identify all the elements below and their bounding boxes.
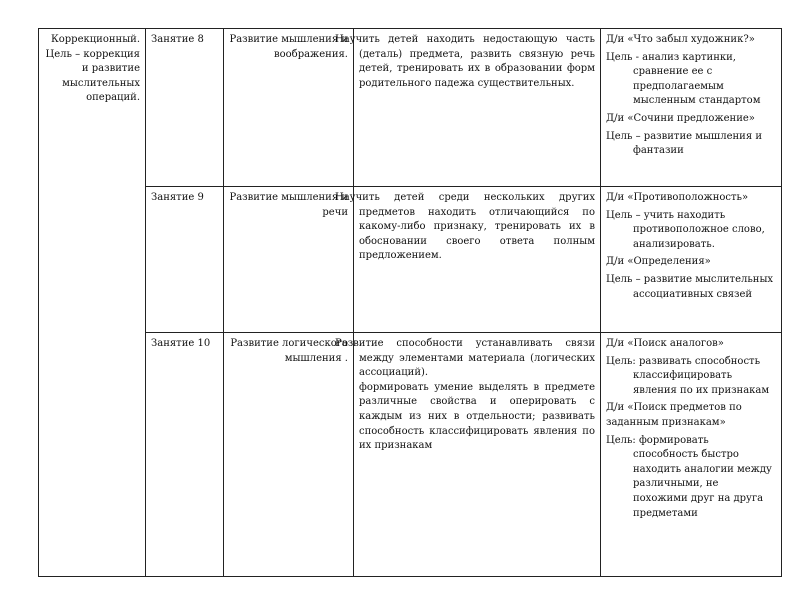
lesson-plan-table [38,28,782,577]
table-row [39,29,782,187]
aim-text: Научить детей среди нескольких других предметов находить отличающийся по какому-либо признаку, тренировать их в обосновании своего ответа полным предложением. [335,192,595,262]
game-goal: Цель – развитие мышления и фантазии [606,130,762,157]
games-cell [601,187,782,333]
lesson-label: Занятие 8 [151,34,204,45]
goal-cell [224,187,354,333]
aim-cell [335,187,601,333]
game-goal: Цель: формировать способность быстро находить аналогии между различными, не похожими друг на друга предметами [606,434,772,519]
goal-text: Развитие логического мышления . [230,338,348,364]
game-goal: Цель – учить находить противоположное слово, анализировать. [606,209,765,250]
stage-cell [39,29,146,577]
aim-text: формировать умение выделять в предмете различные свойства и оперировать с каждым из них в отдельности; развивать способность классифицировать явления по их признакам [359,381,595,452]
game-title: Д/и «Сочини предложение» [606,112,755,124]
lesson-label: Занятие 9 [151,192,204,203]
game-goal: Цель – развитие мыслительных ассоциативных связей [606,273,774,300]
goal-cell [224,29,354,187]
aim-cell [335,29,601,187]
goal-text: Развитие мышления и воображения. [229,34,348,60]
aim-text: Развитие способности устанавливать связи между элементами материала (логических ассоциаций). [335,338,595,379]
aim-cell [335,333,601,577]
lesson-label: Занятие 10 [151,338,211,349]
goal-text: Развитие мышления и речи [229,192,348,218]
table-row [39,187,782,333]
lesson-cell [146,29,224,187]
lesson-cell [146,333,224,577]
game-title: Д/и «Поиск аналогов» [606,338,724,349]
game-goal: Цель - анализ картинки, сравнение ее с предполагаемым мысленным стандартом [606,51,761,107]
table-row [39,333,782,577]
stage-text: Коррекционный. Цель – коррекция и развитие мыслительных операций. [45,34,140,104]
game-title: Д/и «Определения» [606,256,711,268]
game-title: Д/и «Противоположность» [606,192,749,203]
games-cell [601,333,782,577]
goal-cell [224,333,354,577]
game-goal: Цель: развивать способность классифицировать явления по их признакам [606,355,770,396]
game-title: Д/и «Поиск предметов по заданным признакам» [606,402,742,428]
games-cell [601,29,782,187]
game-title: Д/и «Что забыл художник?» [606,34,755,45]
aim-text: Научить детей находить недостающую часть (деталь) предмета, развить связную речь детей, тренировать их в образовании форм родительного падежа существительных. [335,34,595,89]
lesson-cell [146,187,224,333]
